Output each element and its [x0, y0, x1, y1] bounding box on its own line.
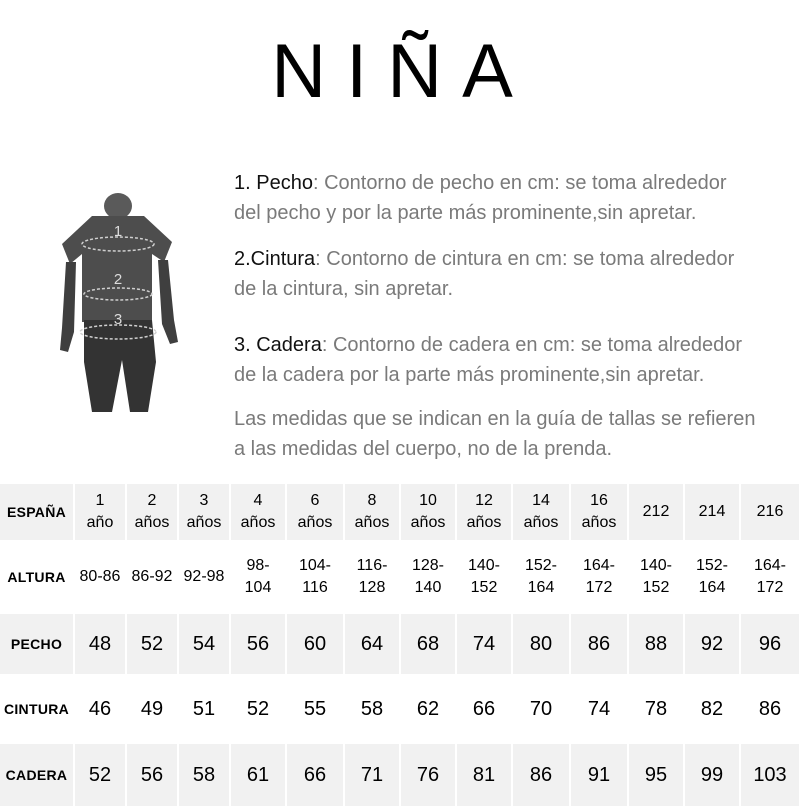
- table-cell: 8 años: [344, 484, 400, 540]
- table-cell: 140- 152: [628, 544, 684, 610]
- table-cell: 49: [126, 678, 178, 740]
- table-row-height: [0, 544, 800, 610]
- table-row-spain-size: [0, 484, 800, 540]
- table-cell: 68: [400, 614, 456, 674]
- table-cell: 2 años: [126, 484, 178, 540]
- row-header-hip: CADERA: [0, 744, 74, 806]
- table-cell: 56: [230, 614, 286, 674]
- row-header-waist: CINTURA: [0, 678, 74, 740]
- table-cell: 103: [740, 744, 800, 806]
- table-cell: 48: [74, 614, 126, 674]
- table-cell: 14 años: [512, 484, 570, 540]
- table-cell: 164- 172: [740, 544, 800, 610]
- table-cell: 1 año: [74, 484, 126, 540]
- table-cell: 71: [344, 744, 400, 806]
- table-cell: 52: [126, 614, 178, 674]
- table-cell: 61: [230, 744, 286, 806]
- table-row-hip: [0, 744, 800, 806]
- table-cell: 152- 164: [512, 544, 570, 610]
- waist-text: : Contorno de cintura en cm: se toma alrededor de la cintura, sin apretar.: [234, 248, 735, 300]
- row-header-height: ALTURA: [0, 544, 74, 610]
- table-cell: 70: [512, 678, 570, 740]
- table-cell: 16 años: [570, 484, 628, 540]
- table-cell: 66: [456, 678, 512, 740]
- table-cell: 95: [628, 744, 684, 806]
- table-cell: 62: [400, 678, 456, 740]
- table-cell: 96: [740, 614, 800, 674]
- size-table-body: [0, 484, 800, 806]
- table-cell: 74: [570, 678, 628, 740]
- hip-instruction: [234, 330, 742, 390]
- table-cell: 52: [230, 678, 286, 740]
- table-cell: 51: [178, 678, 230, 740]
- table-cell: 56: [126, 744, 178, 806]
- table-cell: 86: [740, 678, 800, 740]
- row-header-chest: PECHO: [0, 614, 74, 674]
- waist-instruction: [234, 244, 734, 304]
- table-cell: 6 años: [286, 484, 344, 540]
- body-measurement-note: Las medidas que se indican en la guía de tallas se refieren a las medidas del cuerpo, no de la prenda.: [234, 408, 756, 460]
- table-cell: 81: [456, 744, 512, 806]
- table-cell: 88: [628, 614, 684, 674]
- table-cell: 82: [684, 678, 740, 740]
- table-cell: 58: [178, 744, 230, 806]
- table-cell: 92-98: [178, 544, 230, 610]
- table-cell: 46: [74, 678, 126, 740]
- table-cell: 58: [344, 678, 400, 740]
- figure-number-3: 3: [113, 311, 123, 328]
- table-cell: 216: [740, 484, 800, 540]
- table-cell: 128- 140: [400, 544, 456, 610]
- table-cell: 54: [178, 614, 230, 674]
- chest-label: 1. Pecho: [234, 172, 313, 194]
- table-cell: 86: [570, 614, 628, 674]
- hip-text: : Contorno de cadera en cm: se toma alrededor de la cadera por la parte más prominente,sin apretar.: [234, 334, 743, 386]
- table-cell: 60: [286, 614, 344, 674]
- table-cell: 78: [628, 678, 684, 740]
- table-cell: 66: [286, 744, 344, 806]
- table-cell: 86-92: [126, 544, 178, 610]
- size-table: [0, 484, 800, 806]
- table-cell: 86: [512, 744, 570, 806]
- table-cell: 4 años: [230, 484, 286, 540]
- table-cell: 104- 116: [286, 544, 344, 610]
- hip-label: 3. Cadera: [234, 334, 322, 356]
- table-cell: 99: [684, 744, 740, 806]
- chest-instruction: [234, 168, 727, 228]
- table-cell: 76: [400, 744, 456, 806]
- table-cell: 64: [344, 614, 400, 674]
- table-cell: 92: [684, 614, 740, 674]
- table-cell: 55: [286, 678, 344, 740]
- table-cell: 52: [74, 744, 126, 806]
- table-cell: 98- 104: [230, 544, 286, 610]
- chest-text: : Contorno de pecho en cm: se toma alrededor del pecho y por la parte más prominente,sin apretar.: [234, 172, 727, 224]
- table-cell: 3 años: [178, 484, 230, 540]
- table-cell: 164- 172: [570, 544, 628, 610]
- row-header-spain-size: ESPAÑA: [0, 484, 74, 540]
- page-title: NIÑA: [271, 29, 533, 114]
- table-cell: 80-86: [74, 544, 126, 610]
- figure-number-1: 1: [113, 223, 123, 240]
- table-cell: 212: [628, 484, 684, 540]
- table-cell: 152- 164: [684, 544, 740, 610]
- table-cell: 214: [684, 484, 740, 540]
- table-row-waist: [0, 678, 800, 740]
- table-cell: 91: [570, 744, 628, 806]
- table-cell: 10 años: [400, 484, 456, 540]
- table-cell: 80: [512, 614, 570, 674]
- figure-number-2: 2: [113, 271, 123, 288]
- table-cell: 74: [456, 614, 512, 674]
- waist-label: 2.Cintura: [234, 248, 316, 270]
- table-row-chest: [0, 614, 800, 674]
- table-cell: 12 años: [456, 484, 512, 540]
- table-cell: 116- 128: [344, 544, 400, 610]
- body-measurement-figure-icon: [52, 192, 192, 414]
- table-cell: 140- 152: [456, 544, 512, 610]
